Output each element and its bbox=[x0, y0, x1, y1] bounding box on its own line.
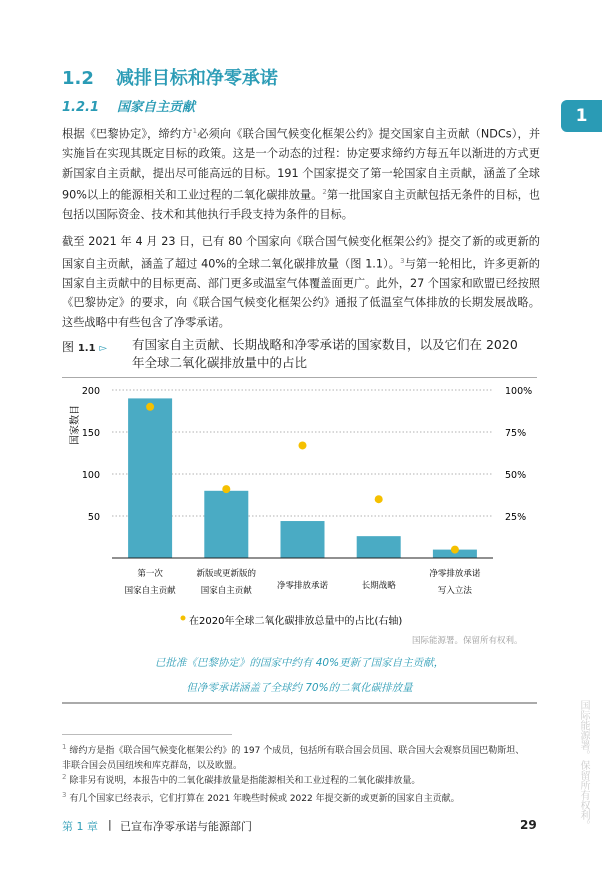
x-tick-label: 第一次 bbox=[137, 569, 163, 579]
subsection-title: 国家自主贡献 bbox=[117, 100, 196, 115]
footer-separator: | bbox=[108, 818, 112, 831]
paragraph-2: 截至 2021 年 4 月 23 日，已有 80 个国家向《联合国气候变化框架公约》提交了新的或更新的国家自主贡献，涵盖了超过 40%的全球二氧化碳排放量（图 1.1）。$^3$与第一轮相比，许多更新的国家自主贡献中的目标更高、部门更多或温室气体覆盖面更广。此外，27 个国家和欧盟已经按照《巴黎协定》的要求，向《联合国气候变化框架公约》通报了低温室气体排放的长期发展战略。这些战略中有些包含了净零承诺。 bbox=[62, 235, 540, 329]
bar bbox=[281, 521, 325, 558]
y2-tick-label: 50% bbox=[505, 470, 527, 481]
footnote-1: $^1$ 缔约方是指《联合国气候变化框架公约》的 197 个成员，包括所有联合国会员国、联合国大会观察员国巴勒斯坦、非联合国会员国纽埃和库克群岛，以及欧盟。 bbox=[62, 743, 525, 771]
share-dot bbox=[222, 485, 230, 493]
footer-chapter: 第 1 章 bbox=[62, 820, 98, 833]
paragraph-1: 根据《巴黎协定》，缔约方$^1$必须向《联合国气候变化框架公约》提交国家自主贡献（NDCs），并实施旨在实现其既定目标的政策。这是一个动态的过程：协定要求缔约方每五年以渐进的方式更新国家自主贡献，提出尽可能高远的目标。191 个国家提交了第一轮国家自主贡献，涵盖了全球 90%以上的能源相关和工业过程的二氧化碳排放量。$^2$第一批国家自主贡献包括无条件的目标，也包括以国际资金、技术和其他执行手段支持为条件的目标。 bbox=[62, 127, 541, 222]
bar bbox=[128, 398, 172, 558]
y-tick-label: 200 bbox=[81, 386, 100, 397]
footnote-3: $^3$ 有几个国家已经表示，它们打算在 2021 年晚些时候或 2022 年提交新的或更新的国家自主贡献。 bbox=[62, 791, 460, 804]
highlight-line-1: 已批准《巴黎协定》的国家中约有 40%更新了国家自主贡献， bbox=[154, 657, 445, 669]
section-heading bbox=[62, 64, 300, 90]
x-tick-label: 新版或更新版的 bbox=[196, 569, 257, 579]
side-watermark: 国际能源署。保留所有权利。 bbox=[578, 700, 589, 830]
x-tick-label: 长期战略 bbox=[361, 581, 396, 591]
x-tick-label: 写入立法 bbox=[437, 586, 472, 596]
section-number: 1.2 bbox=[62, 68, 94, 89]
section-title: 减排目标和净零承诺 bbox=[115, 68, 278, 89]
figure-label: 图 1.1 ▻ bbox=[62, 340, 108, 354]
legend-label: 在2020年全球二氧化碳排放总量中的占比(右轴) bbox=[189, 616, 403, 627]
x-tick-label: 净零排放承诺 bbox=[276, 581, 329, 591]
legend-dot bbox=[181, 616, 186, 621]
figure-title: 有国家自主贡献、长期战略和净零承诺的国家数目，以及它们在 2020 年全球二氧化碳排放量中的占比 bbox=[132, 337, 518, 370]
bar-chart bbox=[0, 370, 602, 640]
share-dot bbox=[451, 546, 459, 554]
x-tick-label: 国家自主贡献 bbox=[124, 586, 176, 596]
highlight-line-2: 但净零承诺涵盖了全球约 70%的二氧化碳排放量 bbox=[186, 682, 413, 694]
y2-tick-label: 25% bbox=[505, 512, 527, 523]
y-axis-label: 国家数目 bbox=[70, 405, 81, 445]
footer-title: 已宣布净零承诺与能源部门 bbox=[120, 820, 252, 833]
x-tick-label: 净零排放承诺 bbox=[429, 569, 481, 579]
subsection-heading bbox=[62, 96, 213, 115]
divider bbox=[62, 702, 537, 704]
share-dot bbox=[299, 441, 307, 449]
y2-tick-label: 75% bbox=[505, 428, 527, 439]
y-tick-label: 100 bbox=[81, 470, 100, 481]
footnote-2: $^2$ 除非另有说明，本报告中的二氧化碳排放量是指能源相关和工业过程的二氧化碳排放量。 bbox=[62, 773, 421, 786]
y-tick-label: 50 bbox=[87, 512, 100, 523]
page-number: 29 bbox=[520, 818, 537, 832]
bar bbox=[357, 536, 401, 558]
bar bbox=[204, 491, 248, 558]
footnote-divider bbox=[62, 734, 232, 735]
chapter-tab[interactable]: 1 bbox=[561, 100, 602, 132]
share-dot bbox=[146, 403, 154, 411]
subsection-number: 1.2.1 bbox=[62, 100, 100, 115]
share-dot bbox=[375, 495, 383, 503]
y2-tick-label: 100% bbox=[505, 386, 533, 397]
figure-credit: 国际能源署。保留所有权利。 bbox=[412, 636, 523, 646]
x-tick-label: 国家自主贡献 bbox=[200, 586, 252, 596]
y-tick-label: 150 bbox=[81, 428, 100, 439]
figure-arrow-icon: ▻ bbox=[99, 343, 108, 354]
